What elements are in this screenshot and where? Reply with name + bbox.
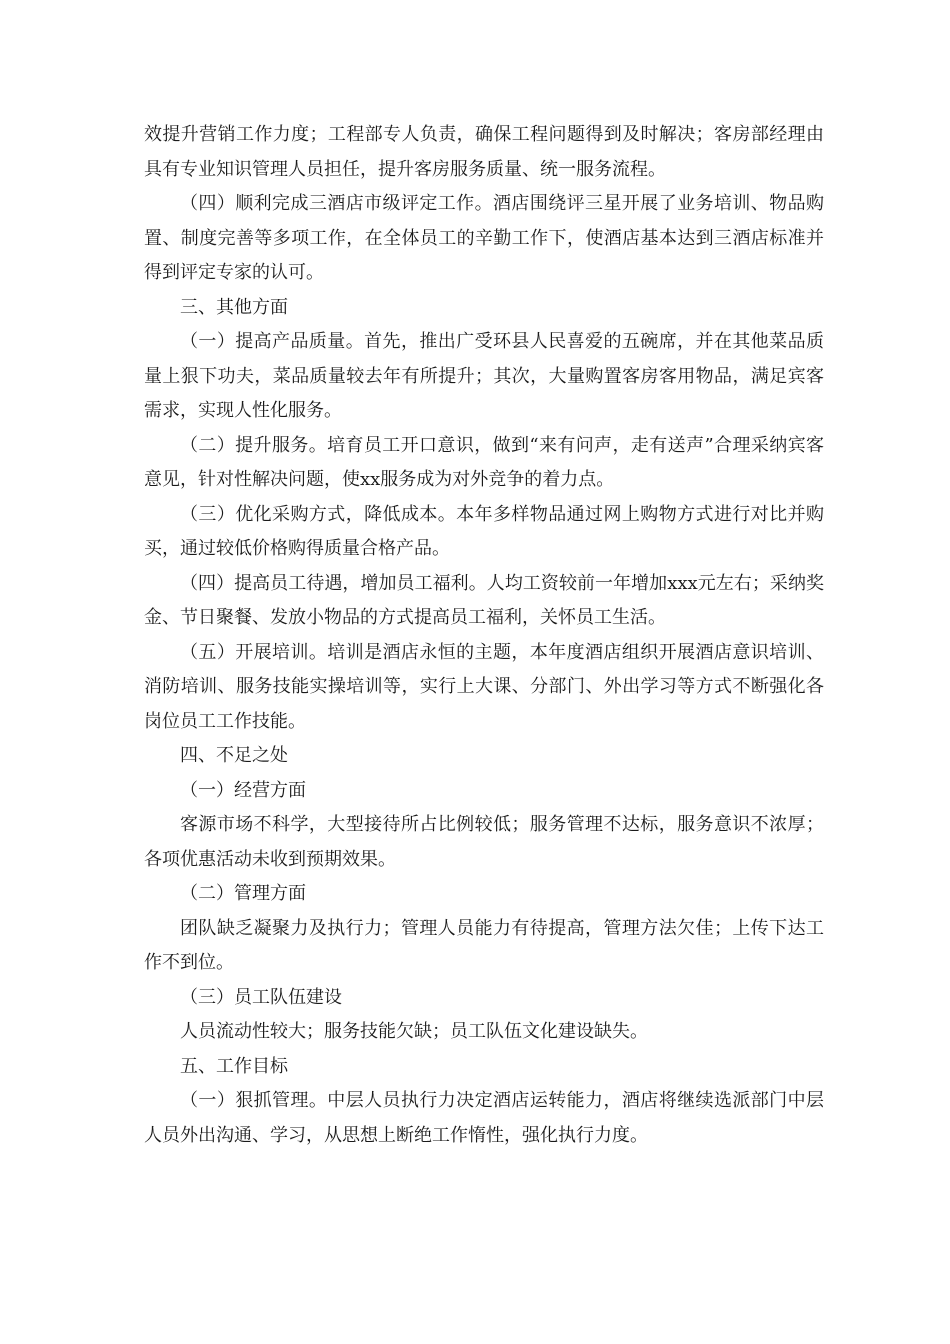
- paragraph: 团队缺乏凝聚力及执行力；管理人员能力有待提高，管理方法欠佳；上传下达工作不到位。: [144, 917, 824, 973]
- section-heading: 五、工作目标: [180, 1055, 288, 1077]
- paragraph: （四）顺利完成三酒店市级评定工作。酒店围绕评三星开展了业务培训、物品购置、制度完善等多项工作，在全体员工的辛勤工作下，使酒店基本达到三酒店标准并得到评定专家的认可。: [144, 193, 824, 283]
- paragraph: （四）提高员工待遇，增加员工福利。人均工资较前一年增加xxx元左右；采纳奖金、节日聚餐、发放小物品的方式提高员工福利，关怀员工生活。: [144, 572, 824, 628]
- section-heading: 三、其他方面: [180, 296, 288, 318]
- paragraph: 客源市场不科学，大型接待所占比例较低；服务管理不达标，服务意识不浓厚；各项优惠活动未收到预期效果。: [144, 814, 824, 870]
- document-body: [144, 118, 824, 1153]
- paragraph: 效提升营销工作力度；工程部专人负责，确保工程问题得到及时解决；客房部经理由具有专业知识管理人员担任，提升客房服务质量、统一服务流程。: [144, 124, 824, 180]
- paragraph: （一）提高产品质量。首先，推出广受环县人民喜爱的五碗席，并在其他菜品质量上狠下功夫，菜品质量较去年有所提升；其次，大量购置客房客用物品，满足宾客需求，实现人性化服务。: [144, 331, 824, 421]
- section-heading: 四、不足之处: [180, 745, 288, 766]
- paragraph: （五）开展培训。培训是酒店永恒的主题，本年度酒店组织开展酒店意识培训、消防培训、服务技能实操培训等，实行上大课、分部门、外出学习等方式不断强化各岗位员工工作技能。: [144, 641, 824, 732]
- paragraph: 人员流动性较大；服务技能欠缺；员工队伍文化建设缺失。: [180, 1021, 648, 1042]
- subsection-heading: （三）员工队伍建设: [180, 986, 342, 1008]
- subsection-heading: （一）经营方面: [180, 779, 306, 801]
- subsection-heading: （二）管理方面: [180, 883, 306, 904]
- paragraph: （三）优化采购方式，降低成本。本年多样物品通过网上购物方式进行对比并购买，通过较低价格购得质量合格产品。: [144, 503, 824, 559]
- paragraph: （一）狠抓管理。中层人员执行力决定酒店运转能力，酒店将继续选派部门中层人员外出沟通、学习，从思想上断绝工作惰性，强化执行力度。: [144, 1090, 824, 1146]
- paragraph: （二）提升服务。培育员工开口意识，做到“来有问声，走有送声”合理采纳宾客意见，针对性解决问题，使xx服务成为对外竞争的着力点。: [144, 434, 824, 490]
